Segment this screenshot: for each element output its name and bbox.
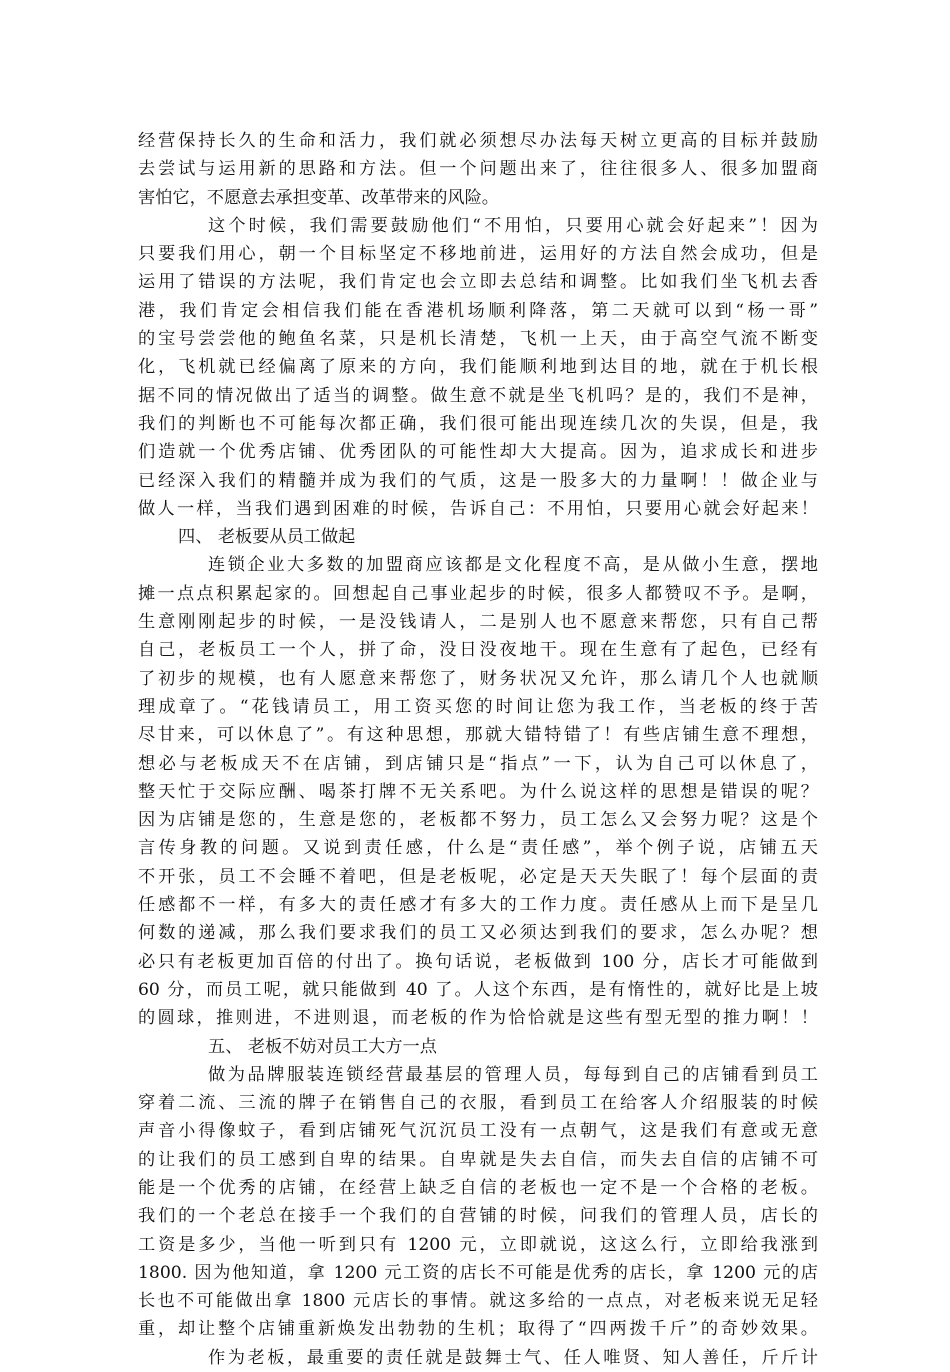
text-line: 因为店铺是您的，生意是您的，老板都不努力，员工怎么又会努力呢？这是个 <box>138 810 818 831</box>
text-line: 们造就一个优秀店铺、优秀团队的可能性却大大提高。因为，追求成长和进步 <box>138 442 818 463</box>
text-line: 做人一样，当我们遇到困难的时候，告诉自己：不用怕，只要用心就会好起来！ <box>138 498 818 519</box>
text-line: 言传身教的问题。又说到责任感，什么是“责任感”，举个例子说，店铺五天 <box>138 838 818 859</box>
text-line: 经营保持长久的生命和活力，我们就必须想尽办法每天树立更高的目标并鼓励 <box>138 131 818 151</box>
text-line: 害怕它，不愿意去承担变革、改革带来的风险。 <box>138 187 499 208</box>
text-line: 60 分，而员工呢，就只能做到 40 了。人这个东西，是有惰性的，就好比是上坡 <box>138 979 818 1000</box>
text-line: 工资是多少，当他一听到只有 1200 元，立即就说，这这么行，立即给我涨到 <box>138 1234 818 1255</box>
text-line: 化，飞机就已经偏离了原来的方向，我们能顺利地到达目的地，就在于机长根 <box>138 357 818 378</box>
text-line: 重，却让整个店铺重新焕发出勃勃的生机；取得了“四两拨千斤”的奇妙效果。 <box>138 1319 818 1340</box>
text-line: 这个时候，我们需要鼓励他们“不用怕，只要用心就会好起来”！因为 <box>208 215 818 236</box>
text-line: 只要我们用心，朝一个目标坚定不移地前进，运用好的方法自然会成功，但是 <box>138 244 818 265</box>
text-line: 理成章了。“花钱请员工，用工资买您的时间让您为我工作，当老板的终于苦 <box>138 696 818 717</box>
text-line: 已经深入我们的精髓并成为我们的气质，这是一股多大的力量啊！！做企业与 <box>138 470 818 491</box>
text-line: 想必与老板成天不在店铺，到店铺只是“指点”一下，认为自己可以休息了， <box>138 753 818 774</box>
text-line: 能是一个优秀的店铺，在经营上缺乏自信的老板也一定不是一个合格的老板。 <box>138 1177 818 1198</box>
text-line: 整天忙于交际应酬、喝茶打牌不无关系吧。为什么说这样的思想是错误的呢？ <box>138 781 818 802</box>
text-line: 穿着二流、三流的牌子在销售自己的衣服，看到员工在给客人介绍服装的时候 <box>138 1093 818 1114</box>
text-line: 港，我们肯定会相信我们能在香港机场顺利降落，第二天就可以到“杨一哥” <box>138 300 818 321</box>
text-line: 任感都不一样，有多大的责任感才有多大的工作力度。责任感从上而下是呈几 <box>138 895 818 916</box>
text-line: 声音小得像蚊子，看到店铺死气沉沉员工没有一点朝气，这是我们有意或无意 <box>138 1121 818 1142</box>
section-heading: 四、 老板要从员工做起 <box>178 527 356 548</box>
text-line: 了初步的规模，也有人愿意来帮您了，财务状况又允许，那么请几个人也就顺 <box>138 668 818 689</box>
text-line: 摊一点点积累起家的。回想起自己事业起步的时候，很多人都赞叹不予。是啊， <box>138 583 818 604</box>
text-line: 何数的递减，那么我们要求我们的员工又必须达到我们的要求，怎么办呢？想 <box>138 923 818 944</box>
text-line: 的让我们的员工感到自卑的结果。自卑就是失去自信，而失去自信的店铺不可 <box>138 1149 818 1170</box>
text-line: 去尝试与运用新的思路和方法。但一个问题出来了，往往很多人、很多加盟商 <box>138 159 818 180</box>
text-line: 尽甘来，可以休息了”。有这种思想，那就大错特错了！有些店铺生意不理想， <box>138 725 818 746</box>
text-line: 自己，老板员工一个人，拼了命，没日没夜地干。现在生意有了起色，已经有 <box>138 640 818 661</box>
text-line: 生意刚刚起步的时候，一是没钱请人，二是别人也不愿意来帮您，只有自己帮 <box>138 612 818 633</box>
text-line: 1800. 因为他知道，拿 1200 元工资的店长不可能是优秀的店长，拿 1200 元的店 <box>138 1262 818 1283</box>
text-line: 作为老板，最重要的责任就是鼓舞士气、任人唯贤、知人善任，斤斤计 <box>208 1347 818 1368</box>
text-line: 做为品牌服装连锁经营最基层的管理人员，每每到自己的店铺看到员工 <box>208 1064 818 1085</box>
body-text <box>138 127 818 1372</box>
text-line: 不开张，员工不会睡不着吧，但是老板呢，必定是天天失眠了！每个层面的责 <box>138 866 818 887</box>
text-line: 我们的一个老总在接手一个我们的自营铺的时候，问我们的管理人员，店长的 <box>138 1206 818 1227</box>
text-line: 必只有老板更加百倍的付出了。换句话说，老板做到 100 分，店长才可能做到 <box>138 951 818 972</box>
text-line: 我们的判断也不可能每次都正确，我们很可能出现连续几次的失误，但是，我 <box>138 413 818 434</box>
text-line: 运用了错误的方法呢，我们肯定也会立即去总结和调整。比如我们坐飞机去香 <box>138 272 818 293</box>
text-line: 据不同的情况做出了适当的调整。做生意不就是坐飞机吗？是的，我们不是神， <box>138 385 818 406</box>
text-line: 长也不可能做出拿 1800 元店长的事情。就这多给的一点点，对老板来说无足轻 <box>138 1291 818 1312</box>
text-line: 的圆球，推则进，不进则退，而老板的作为恰恰就是这些有型无型的推力啊！！ <box>138 1008 818 1029</box>
section-heading: 五、 老板不妨对员工大方一点 <box>208 1036 437 1057</box>
text-line: 的宝号尝尝他的鲍鱼名菜，只是机长清楚，飞机一上天，由于高空气流不断变 <box>138 329 818 350</box>
text-line: 连锁企业大多数的加盟商应该都是文化程度不高，是从做小生意，摆地 <box>208 555 818 576</box>
